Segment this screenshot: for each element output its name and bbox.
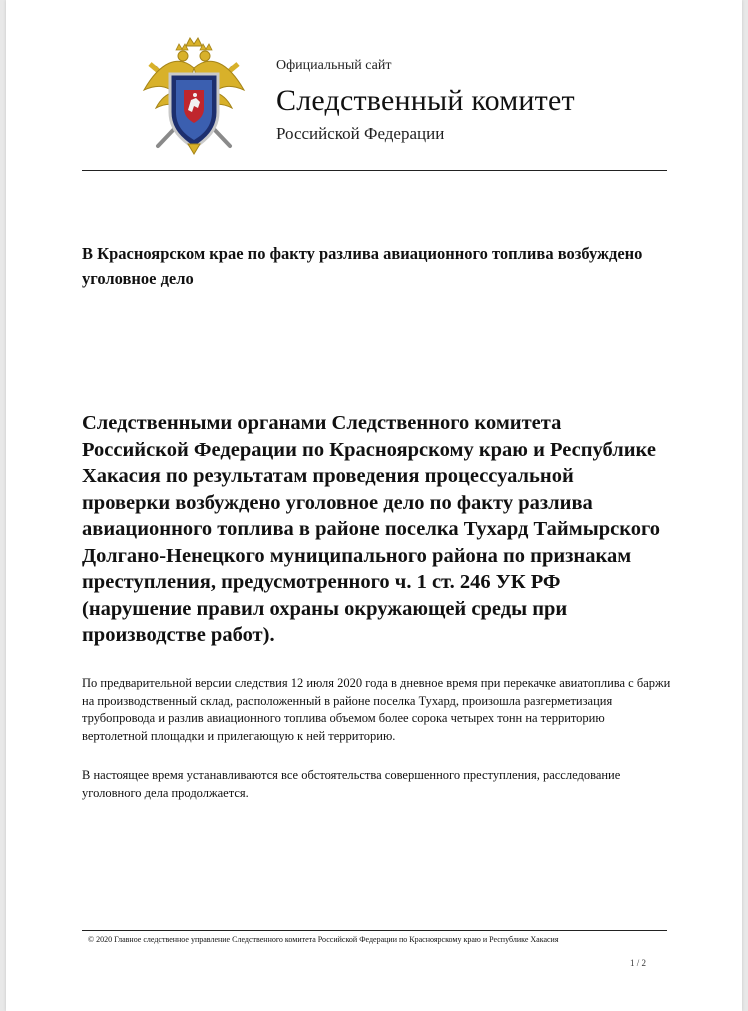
committee-country: Российской Федерации (276, 124, 445, 143)
article-paragraph: По предварительной версии следствия 12 июля 2020 года в дневное время при перекачке авиатоплива с баржи на производственный склад, расположенный в районе поселка Тухард, произошла разгерметизация трубопровода и разлив авиационного топлива объемом более сорока четырех тонн на территорию вертолетной площадки и прилегающую к ней территорию. (82, 676, 671, 743)
footer-divider (82, 930, 667, 931)
article-lead: Следственными органами Следственного комитета Российской Федерации по Красноярскому краю и Республике Хакасия по результатам проведения процессуальной проверки возбуждено уголовное дело по факту разлива авиационного топлива в районе поселка Тухард Таймырского Долгано-Ненецкого муниципального района по признакам преступления, предусмотренного ч. 1 ст. 246 УК РФ (нарушение правил охраны окружающей среды при производстве работ). (82, 412, 661, 646)
page-number: 1 / 2 (630, 958, 647, 968)
article-headline: В Красноярском крае по факту разлива авиационного топлива возбуждено уголовное дело (82, 244, 643, 288)
footer-copyright: © 2020 Главное следственное управление Следственного комитета Российской Федерации по Красноярскому краю и Республике Хакасия (88, 935, 559, 944)
official-site-label: Официальный сайт (276, 58, 392, 73)
investigative-committee-emblem-icon (138, 28, 250, 156)
header-divider (82, 170, 667, 171)
committee-name: Следственный комитет (276, 84, 575, 117)
site-header (276, 58, 575, 144)
article-paragraph: В настоящее время устанавливаются все обстоятельства совершенного преступления, расследование уголовного дела продолжается. (82, 768, 621, 800)
document-page (6, 0, 742, 1011)
